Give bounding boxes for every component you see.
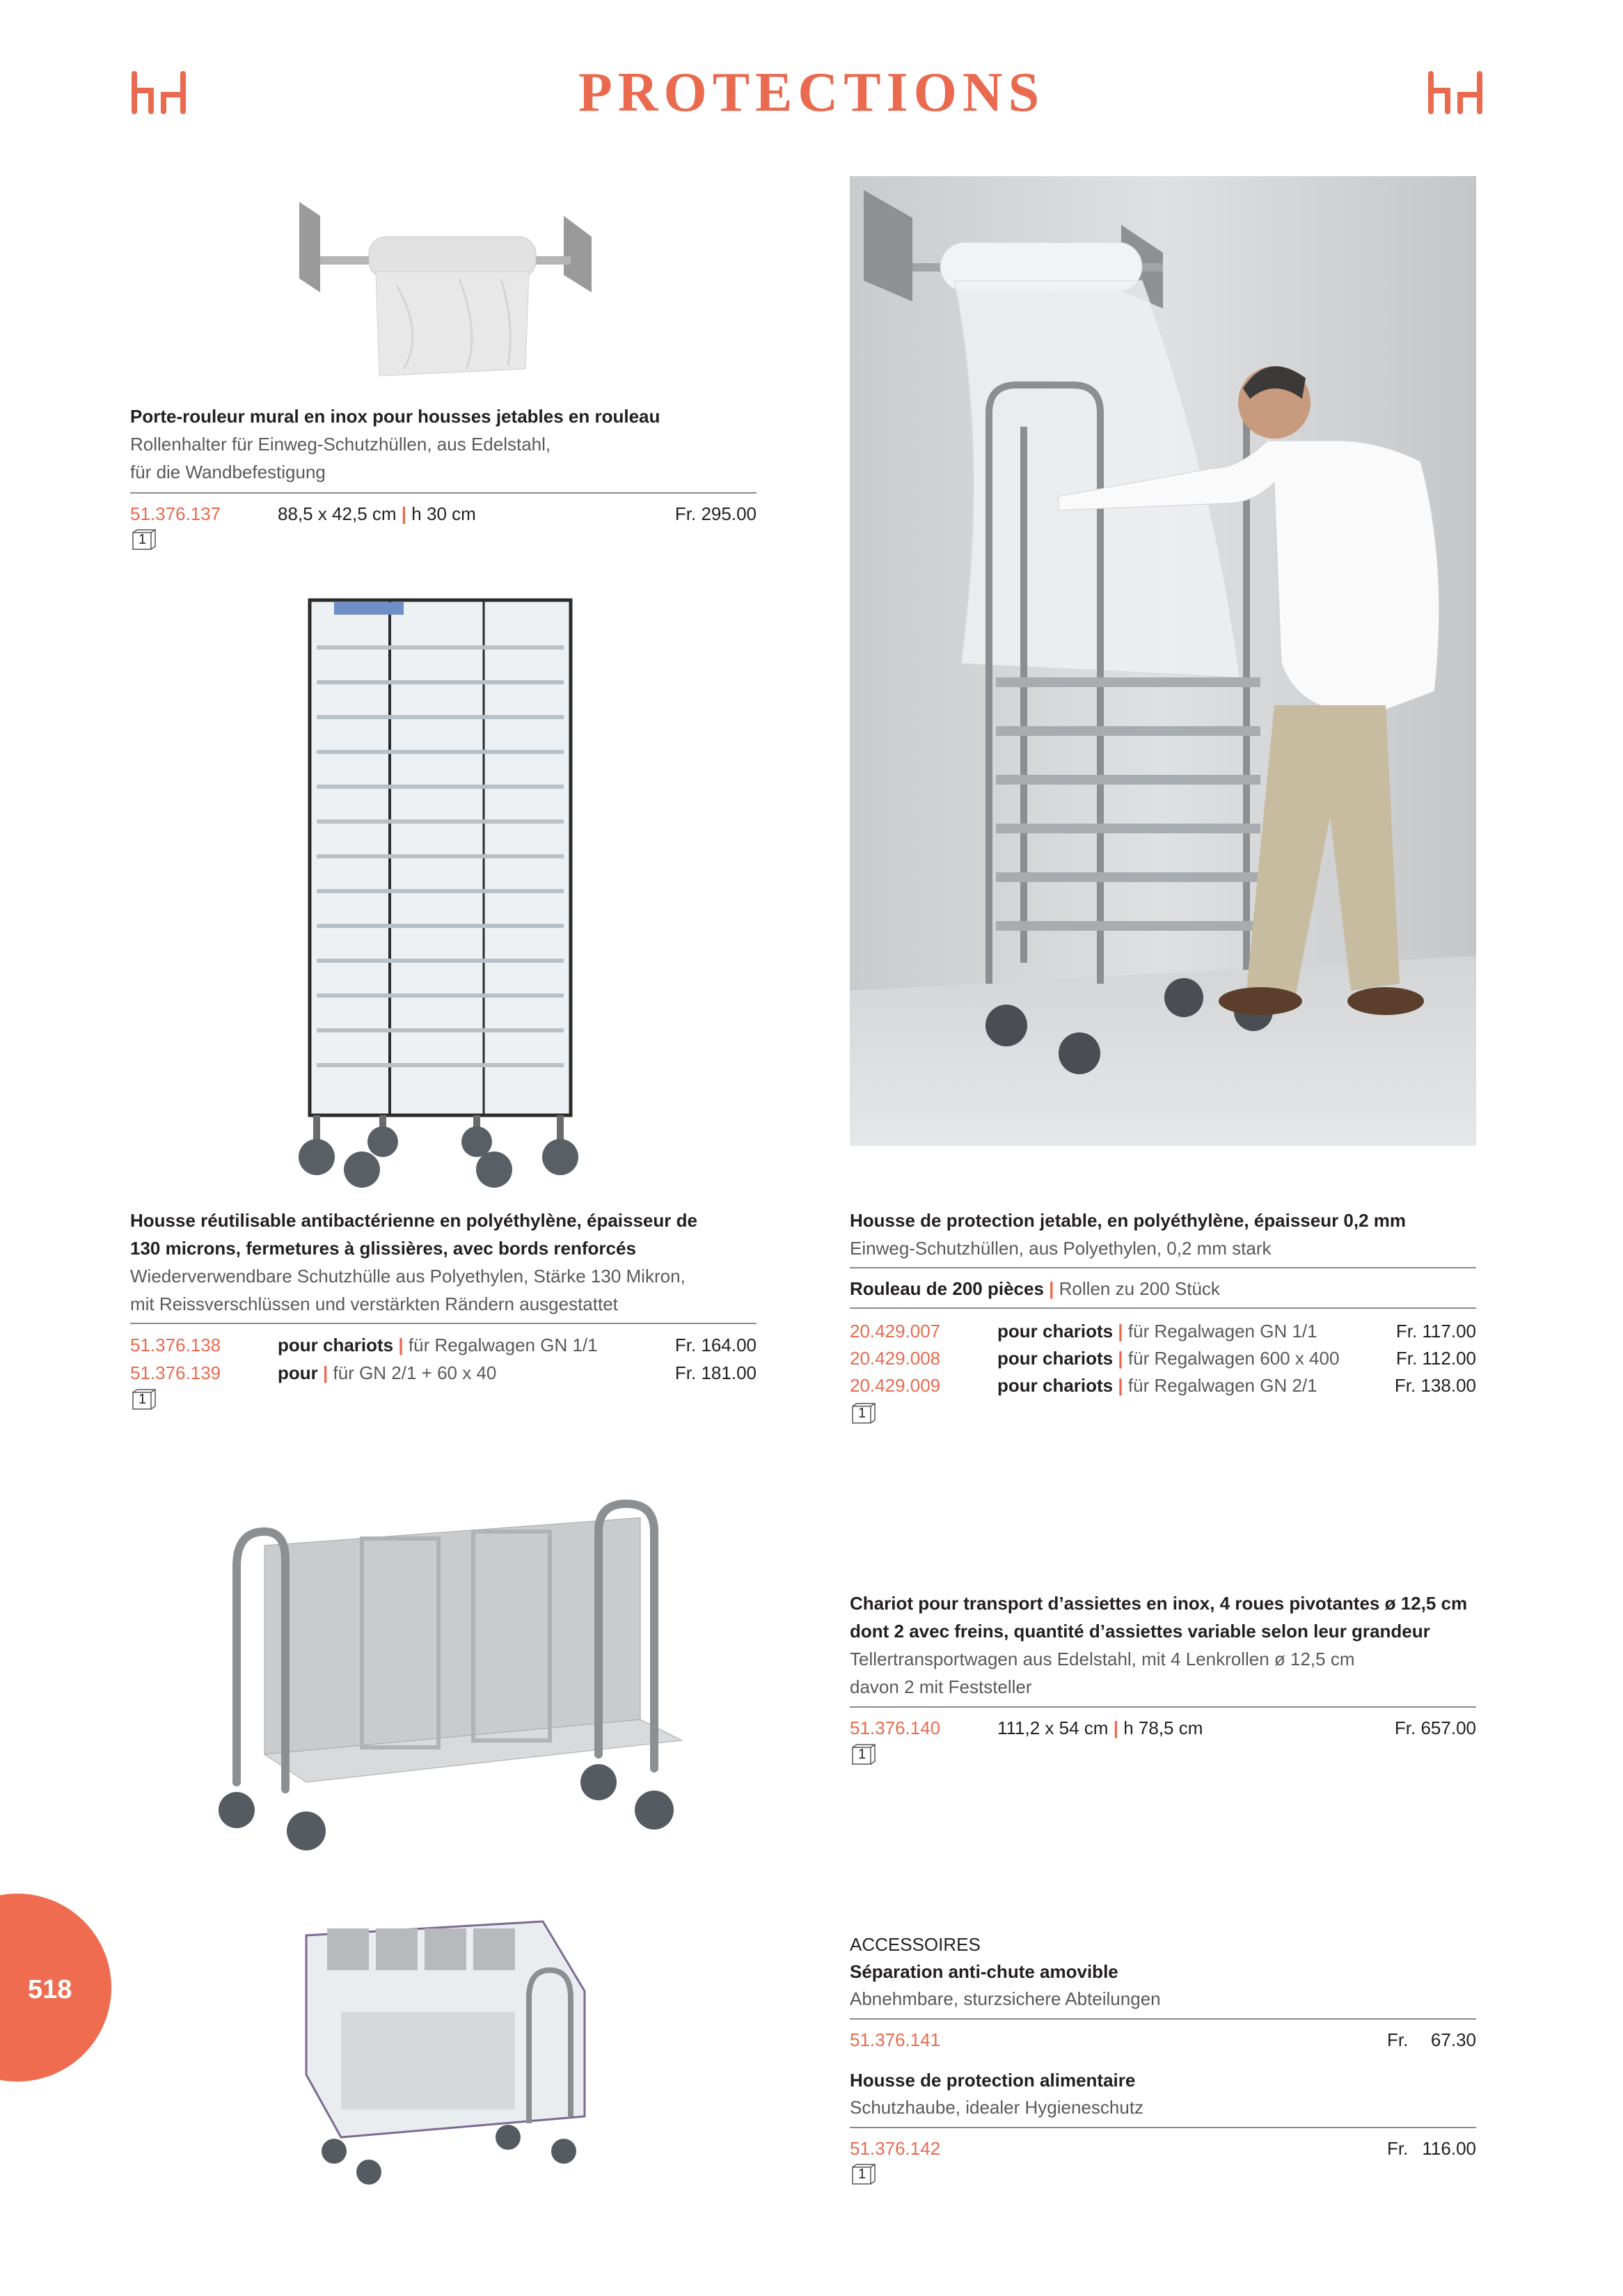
price: Fr. 138.00: [1394, 1375, 1476, 1396]
usage-row: pour chariots | für Regalwagen GN 1/1: [997, 1321, 1317, 1342]
pack-quantity: 1: [858, 1747, 866, 1762]
product-title-de: Tellertransportwagen aus Edelstahl, mit 4 Lenkrollen ø 12,5 cm: [850, 1649, 1355, 1669]
divider: [850, 2127, 1476, 2128]
divider: [130, 1323, 757, 1324]
article-number: 51.376.138: [130, 1335, 221, 1355]
price: 116.00: [1422, 2138, 1476, 2159]
product-title-de: für die Wandbefestigung: [130, 462, 326, 482]
disposable-cover-photo: [850, 176, 1476, 1146]
usage-de: für Regalwagen GN 1/1: [408, 1335, 598, 1355]
pack-quantity-icon: [132, 529, 156, 550]
product-title-fr: Porte-rouleur mural en inox pour housses jetables en rouleau: [130, 406, 660, 427]
product-row: [130, 1359, 757, 1387]
product-title-fr: Housse de protection jetable, en polyéthylène, épaisseur 0,2 mm: [850, 1210, 1407, 1231]
accessory-title-de: Abnehmbare, sturzsichere Abteilungen: [850, 1988, 1161, 2009]
usage-fr: pour chariots: [997, 1375, 1114, 1396]
pack-quantity-icon: [132, 1389, 156, 1410]
price: 67.30: [1430, 2029, 1476, 2050]
pack-quantity-icon: [852, 2164, 876, 2185]
pack-size-row: [850, 1275, 1476, 1303]
pack-size-fr: Rouleau de 200 pièces: [850, 1278, 1044, 1299]
article-number: 51.376.142: [850, 2138, 941, 2159]
product-title-de: Wiederverwendbare Schutzhülle aus Polyethylen, Stärke 130 Mikron,: [130, 1266, 686, 1287]
dimension-row: 111,2 x 54 cm | h 78,5 cm: [997, 1717, 1203, 1738]
usage-fr: pour chariots: [997, 1348, 1114, 1369]
usage-de: für GN 2/1 + 60 x 40: [333, 1362, 497, 1383]
article-number: 20.429.009: [850, 1375, 941, 1396]
divider: [850, 1706, 1476, 1708]
usage-row: pour | für GN 2/1 + 60 x 40: [278, 1362, 497, 1383]
accessory-title-de: Schutzhaube, idealer Hygieneschutz: [850, 2097, 1144, 2118]
divider: [850, 1267, 1476, 1268]
price: Fr. 117.00: [1395, 1321, 1476, 1342]
usage-de: für Regalwagen 600 x 400: [1127, 1348, 1340, 1369]
price: Fr. 657.00: [1394, 1717, 1476, 1738]
covered-trolley-image: [292, 1908, 599, 2186]
pack-quantity-icon: [852, 1744, 876, 1765]
product-title-fr: 130 microns, fermetures à glissières, avec bords renforcés: [130, 1238, 636, 1259]
product-title-fr: Chariot pour transport d’assiettes en inox, 4 roues pivotantes ø 12,5 cm: [850, 1593, 1468, 1614]
usage-row: pour chariots | für Regalwagen GN 1/1: [278, 1335, 598, 1355]
reusable-cover-image: [285, 592, 605, 1190]
pack-size: Rouleau de 200 pièces | Rollen zu 200 Stück: [850, 1278, 1220, 1299]
product-title-de: Rollenhalter für Einweg-Schutzhüllen, aus Edelstahl,: [130, 434, 551, 455]
usage-de: für Regalwagen GN 2/1: [1127, 1375, 1317, 1396]
pack-quantity: 1: [138, 1392, 147, 1407]
product-row: [130, 500, 757, 528]
price-label: Fr.: [1387, 2029, 1409, 2050]
price: Fr. 181.00: [674, 1362, 757, 1383]
usage-fr: pour: [278, 1362, 318, 1383]
page-number: 518: [28, 1975, 72, 2004]
accessories-heading: ACCESSOIRES: [850, 1934, 981, 1955]
product-title-de: mit Reissverschlüssen und verstärkten Rändern ausgestattet: [130, 1294, 618, 1314]
dimension-row: 88,5 x 42,5 cm | h 30 cm: [278, 503, 476, 524]
article-number: 51.376.140: [850, 1717, 941, 1738]
usage-row: pour chariots | für Regalwagen GN 2/1: [997, 1375, 1317, 1396]
article-number: 20.429.007: [850, 1321, 941, 1342]
dimensions: 88,5 x 42,5 cm: [278, 503, 397, 524]
wall-roll-holder-image: [285, 195, 605, 383]
product-title-fr: Housse réutilisable antibactérienne en polyéthylène, épaisseur de: [130, 1210, 697, 1231]
price: Fr. 112.00: [1395, 1348, 1476, 1369]
height: h 78,5 cm: [1123, 1717, 1203, 1738]
usage-row: pour chariots | für Regalwagen 600 x 400: [997, 1348, 1340, 1369]
product-title-fr: dont 2 avec freins, quantité d’assiettes variable selon leur grandeur: [850, 1621, 1430, 1642]
divider: [850, 2018, 1476, 2020]
product-title-de: davon 2 mit Feststeller: [850, 1676, 1032, 1697]
usage-fr: pour chariots: [278, 1335, 394, 1355]
product-row: [130, 1331, 757, 1359]
article-number: 51.376.139: [130, 1362, 221, 1383]
article-number: 51.376.137: [130, 503, 221, 524]
product-title-de: Einweg-Schutzhüllen, aus Polyethylen, 0,2 mm stark: [850, 1238, 1272, 1259]
article-number: 20.429.008: [850, 1348, 941, 1369]
divider: [130, 492, 757, 494]
pack-quantity: 1: [858, 2167, 866, 2182]
usage-de: für Regalwagen GN 1/1: [1127, 1321, 1317, 1342]
accessory-row: [850, 2134, 1476, 2162]
usage-fr: pour chariots: [997, 1321, 1114, 1342]
price: Fr. 295.00: [674, 503, 757, 524]
height: h 30 cm: [411, 503, 476, 524]
product-row: [850, 1317, 1476, 1345]
article-number: 51.376.141: [850, 2029, 941, 2050]
price-label: Fr.: [1387, 2138, 1409, 2159]
product-row: [850, 1344, 1476, 1372]
accessory-title-fr: Housse de protection alimentaire: [850, 2070, 1136, 2091]
price: Fr. 164.00: [674, 1335, 757, 1355]
brand-logo-icon: [1427, 71, 1484, 114]
pack-size-de: Rollen zu 200 Stück: [1059, 1278, 1220, 1299]
dimensions: 111,2 x 54 cm: [997, 1717, 1109, 1738]
product-row: [850, 1371, 1476, 1399]
product-row: [850, 1714, 1476, 1742]
accessory-title-fr: Séparation anti-chute amovible: [850, 1961, 1118, 1982]
pack-quantity: 1: [858, 1406, 866, 1421]
accessory-row: [850, 2026, 1476, 2054]
divider: [850, 1307, 1476, 1309]
plate-trolley-image: [209, 1490, 710, 1852]
pack-quantity: 1: [138, 532, 147, 547]
pack-quantity-icon: [852, 1403, 876, 1424]
page-title: PROTECTIONS: [578, 62, 1045, 123]
